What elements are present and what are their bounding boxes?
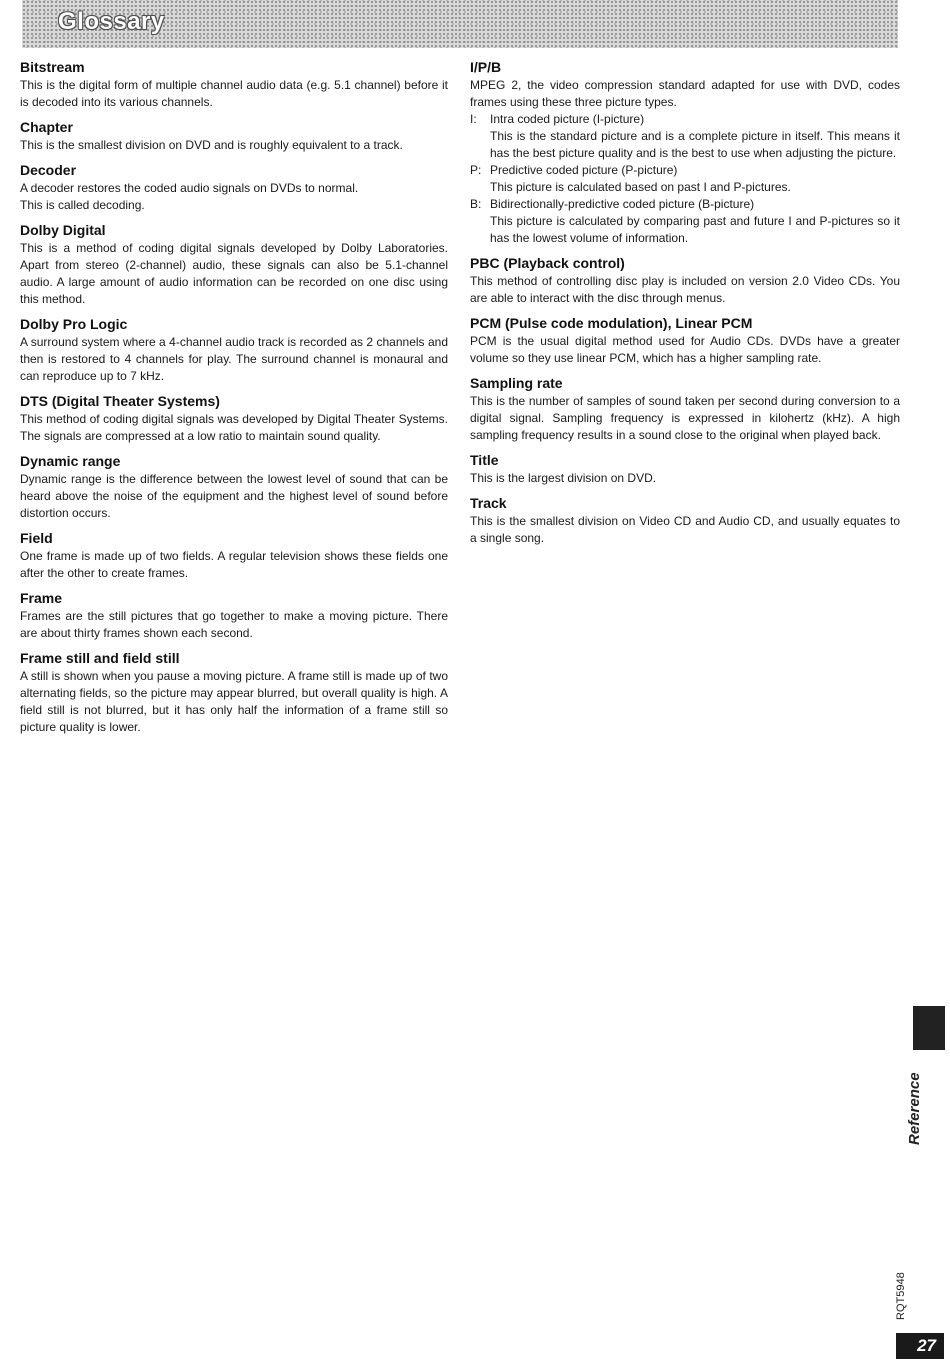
term-definition: This is the largest division on DVD. (470, 471, 657, 485)
picture-type-key: I: (470, 112, 477, 126)
term-definition: This method of controlling disc play is included on version 2.0 Video CDs. You are able to interact with the disc through menus. (470, 274, 900, 305)
term-heading: Frame (20, 590, 63, 606)
term-heading: Bitstream (20, 59, 85, 75)
term-heading: Track (470, 495, 507, 511)
page-title: Glossary (58, 8, 165, 35)
term-definition: PCM is the usual digital method used for Audio CDs. DVDs have a greater volume so they use linear PCM, which has a higher sampling rate. (470, 334, 900, 365)
picture-type-description: This picture is calculated by comparing past and future I and P-pictures so it has the lowest volume of information. (490, 214, 900, 245)
glossary-entry-ipb (470, 58, 900, 247)
glossary-entry-dolby-pro-logic (20, 315, 448, 385)
term-definition: MPEG 2, the video compression standard adapted for use with DVD, codes frames using these three picture types. (470, 78, 900, 109)
glossary-entry-dolby-digital (20, 221, 448, 308)
term-definition: Dynamic range is the difference between the lowest level of sound that can be heard above the noise of the equipment and the highest level of sound before distortion occurs. (20, 472, 448, 520)
term-heading: Dolby Digital (20, 222, 106, 238)
term-definition: One frame is made up of two fields. A regular television shows these fields one after the other to create frames. (20, 549, 448, 580)
left-column (20, 58, 448, 743)
picture-type-name: Bidirectionally-predictive coded picture (B-picture) (490, 197, 755, 211)
glossary-entry-frame (20, 589, 448, 642)
term-heading: Frame still and field still (20, 650, 180, 666)
term-heading: PBC (Playback control) (470, 255, 625, 271)
term-heading: Field (20, 530, 53, 546)
picture-type-key: B: (470, 197, 482, 211)
term-heading: Chapter (20, 119, 73, 135)
term-definition: A surround system where a 4-channel audio track is recorded as 2 channels and then is restored to 4 channels for play. The surround channel is monaural and can reproduce up to 7 kHz. (20, 335, 448, 383)
term-heading: Title (470, 452, 499, 468)
term-heading: Decoder (20, 162, 77, 178)
glossary-entry-title (470, 451, 900, 487)
term-heading: Sampling rate (470, 375, 563, 391)
glossary-entry-pcm (470, 314, 900, 367)
glossary-entry-frame-still (20, 649, 448, 736)
glossary-entry-track (470, 494, 900, 547)
picture-type-b (470, 196, 900, 247)
term-heading: Dolby Pro Logic (20, 316, 128, 332)
picture-type-i (470, 111, 900, 162)
term-definition: This is a method of coding digital signals developed by Dolby Laboratories. Apart from stereo (2-channel) audio, these signals can also be 5.1-channel audio. A large amount of audio information can be recorded on one disc using this method. (20, 241, 448, 306)
glossary-entry-bitstream (20, 58, 448, 111)
term-definition: This method of coding digital signals was developed by Digital Theater Systems. The signals are compressed at a low ratio to maintain sound quality. (20, 412, 448, 443)
page-number-box (896, 1333, 944, 1359)
term-definition: This is the number of samples of sound taken per second during conversion to a digital signal. Sampling frequency is expressed in kilohertz (kHz). A high sampling frequency results in a sound close to the original when played back. (470, 394, 900, 442)
term-definition: This is called decoding. (20, 198, 145, 212)
picture-type-description: This picture is calculated based on past I and P-pictures. (490, 180, 791, 194)
section-label: Reference (906, 1072, 923, 1145)
glossary-entry-dynamic-range (20, 452, 448, 522)
term-definition: Frames are the still pictures that go together to make a moving picture. There are about thirty frames shown each second. (20, 609, 448, 640)
glossary-entry-dts (20, 392, 448, 445)
term-definition: A decoder restores the coded audio signals on DVDs to normal. (20, 181, 359, 195)
term-heading: PCM (Pulse code modulation), Linear PCM (470, 315, 753, 331)
picture-type-name: Intra coded picture (I-picture) (490, 112, 645, 126)
page-number: 27 (917, 1336, 936, 1355)
term-heading: DTS (Digital Theater Systems) (20, 393, 220, 409)
term-definition: This is the smallest division on DVD and is roughly equivalent to a track. (20, 138, 403, 152)
term-heading: I/P/B (470, 59, 502, 75)
term-definition: This is the smallest division on Video CD and Audio CD, and usually equates to a single song. (470, 514, 900, 545)
picture-type-p (470, 162, 900, 196)
glossary-entry-pbc (470, 254, 900, 307)
glossary-entry-sampling-rate (470, 374, 900, 444)
glossary-entry-chapter (20, 118, 448, 154)
glossary-entry-field (20, 529, 448, 582)
picture-type-name: Predictive coded picture (P-picture) (490, 163, 678, 177)
glossary-header-band (22, 0, 898, 48)
picture-type-key: P: (470, 163, 482, 177)
term-heading: Dynamic range (20, 453, 121, 469)
picture-type-description: This is the standard picture and is a complete picture in itself. This means it has the best picture quality and is the best to use when adjusting the picture. (490, 129, 900, 160)
section-tab-marker (913, 1006, 945, 1050)
glossary-entry-decoder (20, 161, 448, 214)
term-definition: A still is shown when you pause a moving picture. A frame still is made up of two alternating fields, so the picture may appear blurred, but overall quality is high. A field still is not blurred, but it has only half the information of a frame still so picture quality is lower. (20, 669, 448, 734)
model-code: RQT5948 (895, 1272, 907, 1320)
term-definition: This is the digital form of multiple channel audio data (e.g. 5.1 channel) before it is decoded into its various channels. (20, 78, 448, 109)
right-column (470, 58, 900, 554)
